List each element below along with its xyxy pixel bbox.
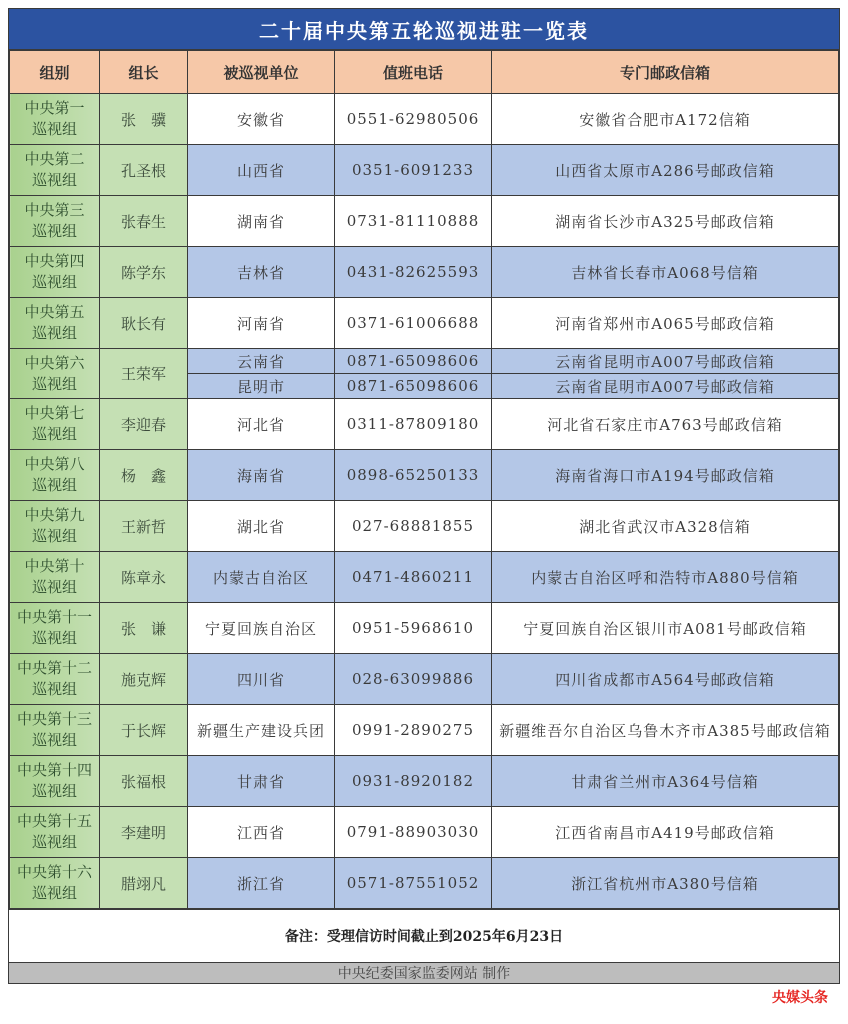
group-name-line2: 巡视组 — [31, 680, 77, 698]
group-cell — [10, 247, 100, 298]
unit-cell: 四川省 — [188, 654, 335, 705]
unit-cell: 湖南省 — [188, 196, 335, 247]
table-row — [10, 247, 839, 298]
leader-cell: 杨 鑫 — [100, 450, 188, 501]
mailbox-cell: 新疆维吾尔自治区乌鲁木齐市A385号邮政信箱 — [492, 705, 839, 756]
group-cell — [10, 552, 100, 603]
group-name-line2: 巡视组 — [31, 527, 77, 545]
phone-cell: 0311-87809180 — [335, 399, 492, 450]
header-group: 组别 — [10, 51, 100, 94]
table-row — [10, 756, 839, 807]
group-name-line1: 中央第十五 — [16, 812, 92, 830]
group-name-line1: 中央第三 — [24, 201, 85, 219]
mailbox-cell: 湖南省长沙市A325号邮政信箱 — [492, 196, 839, 247]
leader-cell: 张 谦 — [100, 603, 188, 654]
group-name-line1: 中央第十四 — [16, 761, 92, 779]
leader-cell: 陈学东 — [100, 247, 188, 298]
group-name-line1: 中央第六 — [24, 353, 85, 372]
inspection-table-sheet — [8, 8, 840, 984]
leader-cell: 耿长有 — [100, 298, 188, 349]
leader-cell: 张福根 — [100, 756, 188, 807]
group-name-line1: 中央第五 — [24, 303, 85, 321]
unit-cell: 甘肃省 — [188, 756, 335, 807]
group-cell — [10, 94, 100, 145]
group-cell — [10, 756, 100, 807]
group-name-line1: 中央第七 — [24, 404, 85, 422]
group-cell — [10, 807, 100, 858]
table-row — [10, 298, 839, 349]
table-body — [10, 94, 839, 909]
header-row — [10, 51, 839, 94]
unit-cell: 湖北省 — [188, 501, 335, 552]
unit-cell: 内蒙古自治区 — [188, 552, 335, 603]
table-row — [10, 705, 839, 756]
unit-cell: 昆明市 — [188, 374, 335, 399]
leader-cell: 王荣军 — [100, 349, 188, 399]
table-row — [10, 858, 839, 909]
group-cell — [10, 399, 100, 450]
mailbox-cell: 山西省太原市A286号邮政信箱 — [492, 145, 839, 196]
inspection-table — [9, 50, 839, 909]
unit-cell: 江西省 — [188, 807, 335, 858]
group-name-line1: 中央第一 — [24, 99, 85, 117]
table-row — [10, 807, 839, 858]
group-cell — [10, 450, 100, 501]
phone-cell: 028-63099886 — [335, 654, 492, 705]
phone-cell: 0791-88903030 — [335, 807, 492, 858]
unit-cell: 云南省 — [188, 349, 335, 374]
watermark-logo: 央媒头条 — [772, 990, 828, 1006]
phone-cell: 027-68881855 — [335, 501, 492, 552]
phone-cell: 0731-81110888 — [335, 196, 492, 247]
group-cell — [10, 603, 100, 654]
group-name-line2: 巡视组 — [31, 324, 77, 342]
unit-cell: 浙江省 — [188, 858, 335, 909]
unit-cell: 山西省 — [188, 145, 335, 196]
leader-cell: 孔圣根 — [100, 145, 188, 196]
table-row — [10, 145, 839, 196]
group-cell — [10, 349, 100, 399]
phone-cell: 0431-82625593 — [335, 247, 492, 298]
header-mailbox: 专门邮政信箱 — [492, 51, 839, 94]
mailbox-cell: 河北省石家庄市A763号邮政信箱 — [492, 399, 839, 450]
leader-cell: 于长辉 — [100, 705, 188, 756]
group-cell — [10, 705, 100, 756]
unit-cell: 宁夏回族自治区 — [188, 603, 335, 654]
group-name-line1: 中央第九 — [24, 506, 85, 524]
mailbox-cell: 云南省昆明市A007号邮政信箱 — [492, 374, 839, 399]
leader-cell: 腊翊凡 — [100, 858, 188, 909]
group-name-line1: 中央第十三 — [16, 710, 92, 728]
table-row — [10, 94, 839, 145]
group-cell — [10, 145, 100, 196]
remark-note: 备注：受理信访时间截止到2025年6月23日 — [9, 909, 839, 962]
group-name-line2: 巡视组 — [31, 782, 77, 800]
mailbox-cell: 河南省郑州市A065号邮政信箱 — [492, 298, 839, 349]
table-row — [10, 654, 839, 705]
group-name-line1: 中央第十二 — [16, 659, 92, 677]
leader-cell: 张 骥 — [100, 94, 188, 145]
header-leader: 组长 — [100, 51, 188, 94]
mailbox-cell: 安徽省合肥市A172信箱 — [492, 94, 839, 145]
phone-cell: 0931-8920182 — [335, 756, 492, 807]
unit-cell: 海南省 — [188, 450, 335, 501]
table-row — [10, 399, 839, 450]
group-name-line2: 巡视组 — [31, 171, 77, 189]
group-name-line1: 中央第四 — [24, 252, 85, 270]
mailbox-cell: 江西省南昌市A419号邮政信箱 — [492, 807, 839, 858]
leader-cell: 陈章永 — [100, 552, 188, 603]
group-name-line2: 巡视组 — [31, 222, 77, 240]
group-name-line1: 中央第二 — [24, 150, 85, 168]
group-name-line1: 中央第十一 — [16, 608, 92, 626]
unit-cell: 河南省 — [188, 298, 335, 349]
group-name-line2: 巡视组 — [31, 629, 77, 647]
phone-cell: 0471-4860211 — [335, 552, 492, 603]
table-row — [10, 501, 839, 552]
phone-cell: 0871-65098606 — [335, 349, 492, 374]
table-row — [10, 196, 839, 247]
group-cell — [10, 501, 100, 552]
unit-cell: 新疆生产建设兵团 — [188, 705, 335, 756]
phone-cell: 0871-65098606 — [335, 374, 492, 399]
mailbox-cell: 浙江省杭州市A380号信箱 — [492, 858, 839, 909]
mailbox-cell: 四川省成都市A564号邮政信箱 — [492, 654, 839, 705]
group-name-line1: 中央第八 — [24, 455, 85, 473]
group-cell — [10, 654, 100, 705]
footer-credit: 中央纪委国家监委网站 制作 — [9, 962, 839, 983]
group-name-line2: 巡视组 — [31, 120, 77, 138]
unit-cell: 吉林省 — [188, 247, 335, 298]
leader-cell: 李迎春 — [100, 399, 188, 450]
mailbox-cell: 吉林省长春市A068号信箱 — [492, 247, 839, 298]
phone-cell: 0951-5968610 — [335, 603, 492, 654]
phone-cell: 0991-2890275 — [335, 705, 492, 756]
group-name-line2: 巡视组 — [31, 476, 77, 494]
mailbox-cell: 甘肃省兰州市A364号信箱 — [492, 756, 839, 807]
leader-cell: 李建明 — [100, 807, 188, 858]
table-row — [10, 552, 839, 603]
group-name-line2: 巡视组 — [31, 833, 77, 851]
phone-cell: 0351-6091233 — [335, 145, 492, 196]
table-row — [10, 349, 839, 374]
unit-cell: 河北省 — [188, 399, 335, 450]
mailbox-cell: 湖北省武汉市A328信箱 — [492, 501, 839, 552]
table-row — [10, 603, 839, 654]
group-name-line2: 巡视组 — [31, 884, 77, 902]
group-name-line1: 中央第十六 — [16, 863, 92, 881]
table-row — [10, 450, 839, 501]
group-name-line2: 巡视组 — [31, 374, 77, 393]
group-name-line2: 巡视组 — [31, 273, 77, 291]
phone-cell: 0551-62980506 — [335, 94, 492, 145]
group-name-line2: 巡视组 — [31, 425, 77, 443]
group-name-line2: 巡视组 — [31, 578, 77, 596]
group-cell — [10, 196, 100, 247]
phone-cell: 0371-61006688 — [335, 298, 492, 349]
mailbox-cell: 海南省海口市A194号邮政信箱 — [492, 450, 839, 501]
phone-cell: 0898-65250133 — [335, 450, 492, 501]
leader-cell: 施克辉 — [100, 654, 188, 705]
mailbox-cell: 内蒙古自治区呼和浩特市A880号信箱 — [492, 552, 839, 603]
group-name-line2: 巡视组 — [31, 731, 77, 749]
header-phone: 值班电话 — [335, 51, 492, 94]
leader-cell: 张春生 — [100, 196, 188, 247]
group-name-line1: 中央第十 — [24, 557, 85, 575]
table-title: 二十届中央第五轮巡视进驻一览表 — [9, 9, 839, 50]
leader-cell: 王新哲 — [100, 501, 188, 552]
phone-cell: 0571-87551052 — [335, 858, 492, 909]
unit-cell: 安徽省 — [188, 94, 335, 145]
mailbox-cell: 宁夏回族自治区银川市A081号邮政信箱 — [492, 603, 839, 654]
header-unit: 被巡视单位 — [188, 51, 335, 94]
mailbox-cell: 云南省昆明市A007号邮政信箱 — [492, 349, 839, 374]
group-cell — [10, 858, 100, 909]
group-cell — [10, 298, 100, 349]
